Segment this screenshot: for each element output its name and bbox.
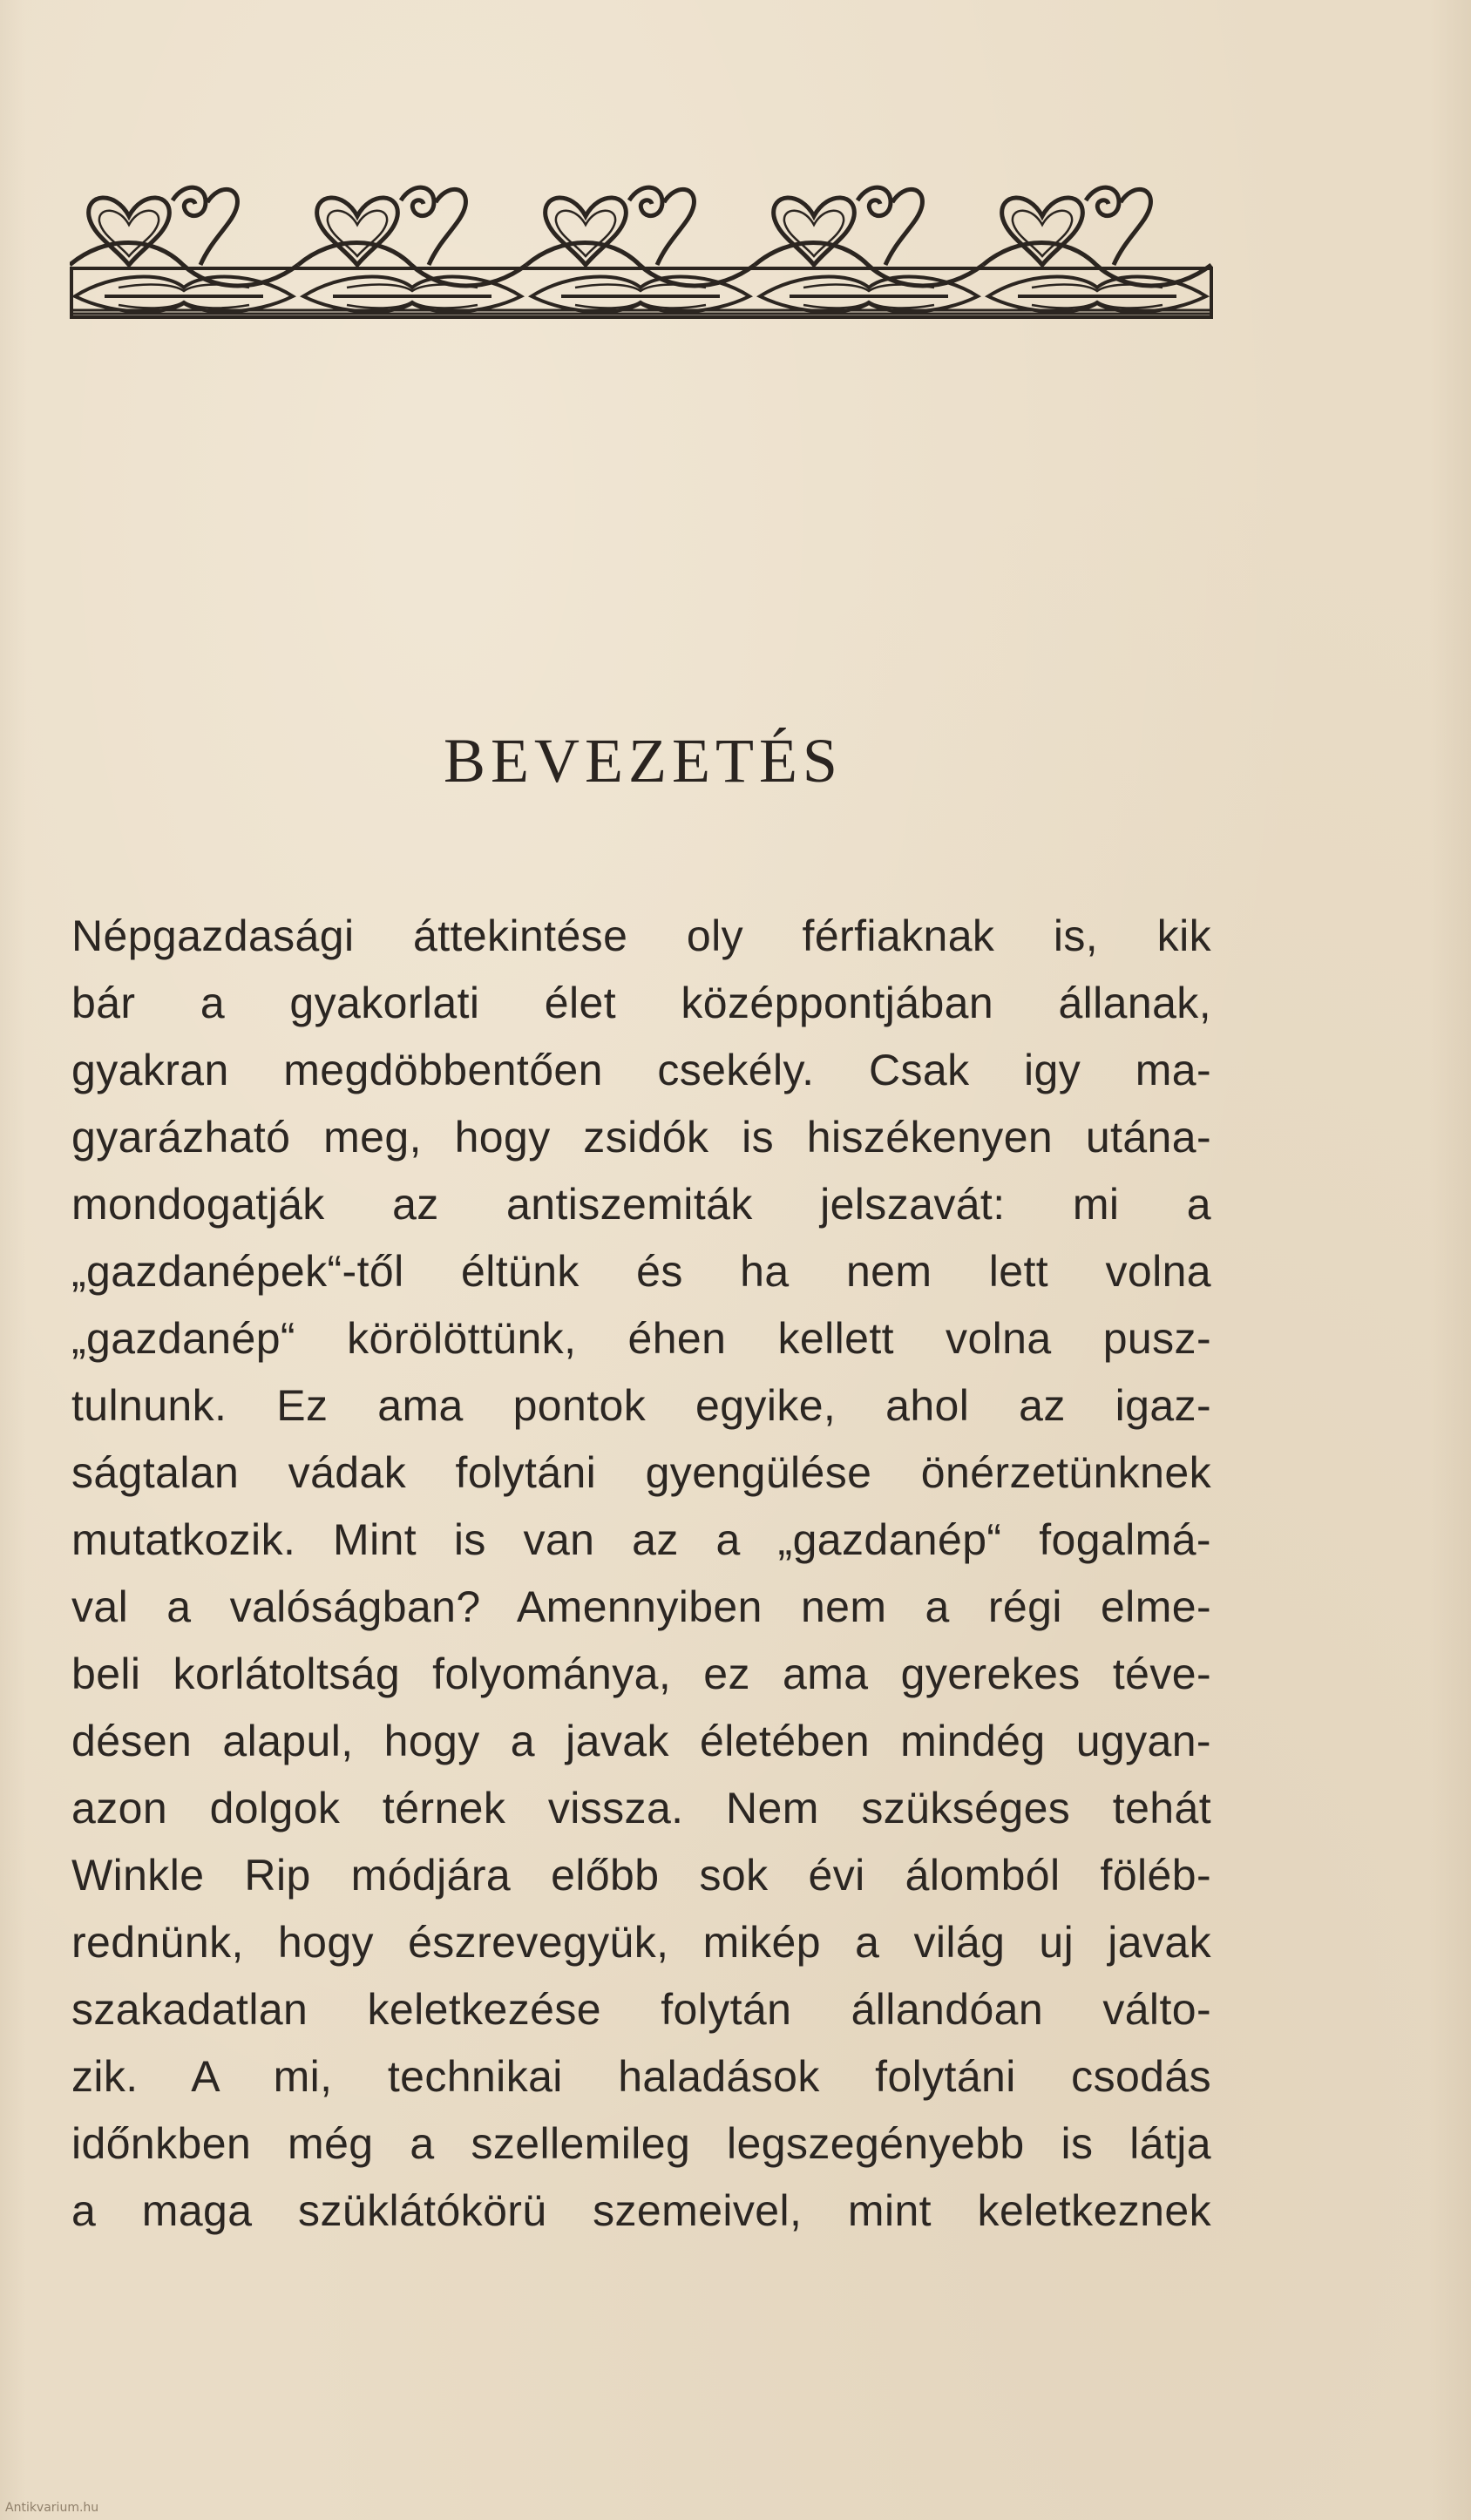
text-line: gyarázható meg, hogy zsidók is hiszékenyen utána-	[71, 1113, 1211, 1162]
text-line: beli korlátoltság folyománya, ez ama gyerekes téve-	[71, 1650, 1211, 1698]
text-line: Népgazdasági áttekintése oly férfiaknak is, kik	[71, 911, 1211, 960]
watermark: Antikvarium.hu	[5, 2501, 99, 2515]
text-line: ságtalan vádak folytáni gyengülése önérzetünknek	[71, 1448, 1211, 1497]
text-line: zik. A mi, technikai haladások folytáni csodás	[71, 2052, 1211, 2101]
text-line: Winkle Rip módjára előbb sok évi álomból föléb-	[71, 1851, 1211, 1900]
text-line: „gazdanép“ körölöttünk, éhen kellett volna pusz-	[71, 1314, 1211, 1363]
text-line: rednünk, hogy észrevegyük, mikép a világ uj javak	[71, 1918, 1211, 1967]
text-line: a maga szüklátókörü szemeivel, mint keletkeznek	[71, 2186, 1211, 2235]
text-line: szakadatlan keletkezése folytán állandóan válto-	[71, 1985, 1211, 2034]
text-line: désen alapul, hogy a javak életében mindég ugyan-	[71, 1717, 1211, 1765]
body-text	[71, 903, 1211, 2245]
text-line: azon dolgok térnek vissza. Nem szükséges tehát	[71, 1784, 1211, 1832]
text-line: időnkben még a szellemileg legszegényebb is látja	[71, 2119, 1211, 2168]
text-line: val a valóságban? Amennyiben nem a régi elme-	[71, 1582, 1211, 1631]
decorative-border-ornament	[70, 174, 1213, 322]
text-line: tulnunk. Ez ama pontok egyike, ahol az igaz-	[71, 1381, 1211, 1430]
text-line: mondogatják az antiszemiták jelszavát: mi a	[71, 1180, 1211, 1229]
text-line: gyakran megdöbbentően csekély. Csak igy ma-	[71, 1046, 1211, 1094]
text-line: bár a gyakorlati élet középpontjában állanak,	[71, 979, 1211, 1027]
chapter-title: BEVEZETÉS	[444, 726, 843, 796]
text-line: „gazdanépek“-től éltünk és ha nem lett volna	[71, 1247, 1211, 1296]
text-line: mutatkozik. Mint is van az a „gazdanép“ fogalmá-	[71, 1515, 1211, 1564]
